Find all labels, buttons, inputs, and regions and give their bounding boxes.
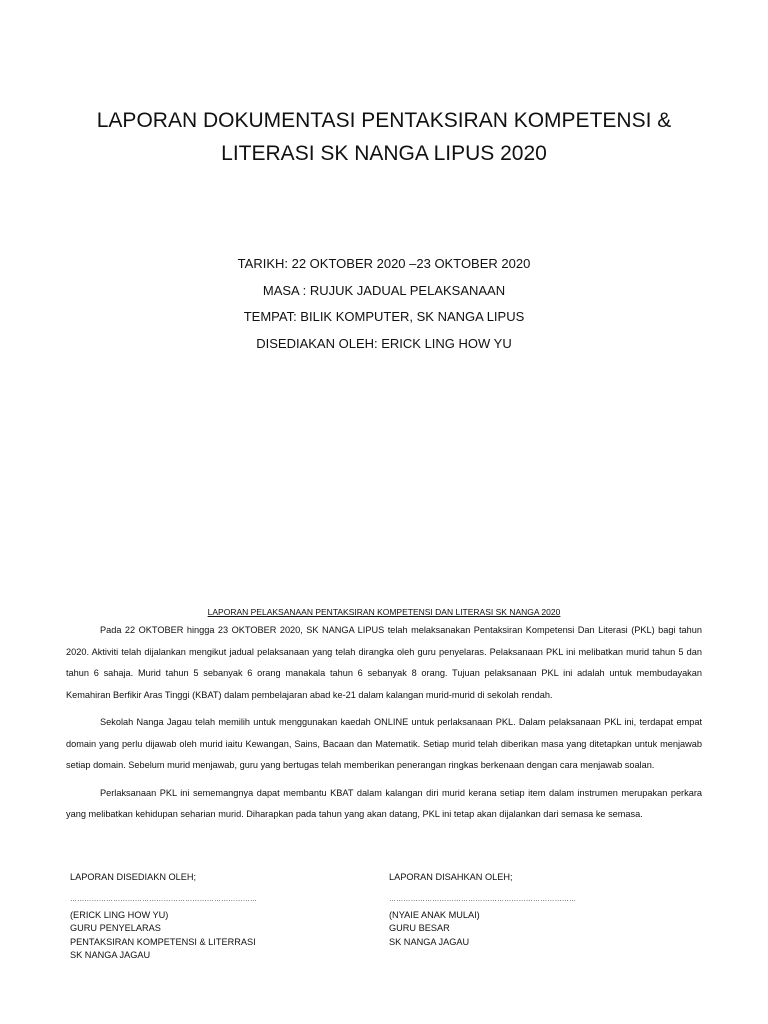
signatory-role: PENTAKSIRAN KOMPETENSI & LITERRASI (70, 936, 256, 947)
report-heading: LAPORAN PELAKSANAAN PENTAKSIRAN KOMPETENSI DAN LITERASI SK NANGA 2020 (207, 607, 561, 617)
document-title (60, 104, 708, 170)
report-paragraph-2: Sekolah Nanga Jagau telah memilih untuk menggunakan kaedah ONLINE untuk perlaksanaan PKL. Dalam pelaksanaan PKL ini, terdapat empat domain yang perlu dijawab oleh murid iaitu Kewangan, Sains, Bacaan dan Matematik. Setiap murid telah diberikan masa yang ditetapkan untuk menjawab setiap domain. Sebelum murid menjawab, guru yang bertugas telah memberikan penerangan ringkas berkenaan dengan cara menjawab soalan. (66, 717, 702, 770)
signatory-name: (NYAIE ANAK MULAI) (389, 909, 480, 920)
signatory-position: GURU PENYELARAS (70, 923, 161, 933)
report-section (66, 606, 702, 826)
signature-label: LAPORAN DISAHKAN OLEH; (389, 872, 513, 882)
report-paragraph-3: Perlaksanaan PKL ini sememangnya dapat membantu KBAT dalam kalangan diri murid kerana setiap item dalam instrumen merupakan perkara yang melibatkan kehidupan seharian murid. Diharapkan pada tahun yang akan datang, PKL ini tetap akan dijalankan dari semasa ke semasa. (66, 787, 702, 819)
document-title-line-1: LAPORAN DOKUMENTASI PENTAKSIRAN KOMPETENSI & (96, 109, 672, 132)
signature-line: …………………………………………………………………… (70, 895, 258, 903)
signature-approved-by (389, 871, 669, 949)
document-title-line-2: LITERASI SK NANGA LIPUS 2020 (221, 142, 547, 165)
signatory-name: (ERICK LING HOW YU) (70, 909, 169, 920)
meta-time: MASA : RUJUK JADUAL PELAKSANAAN (262, 282, 506, 298)
signature-line: …………………………………………………………………… (389, 895, 577, 903)
meta-prepared-by: DISEDIAKAN OLEH: ERICK LING HOW YU (256, 335, 512, 351)
report-paragraph-1: Pada 22 OKTOBER hingga 23 OKTOBER 2020, SK NANGA LIPUS telah melaksanakan Pentaksiran Kompetensi Dan Literasi (PKL) bagi tahun 2020. Aktiviti telah dijalankan mengikut jadual pelaksanaan yang telah dirangka oleh guru penyelaras. Pelaksanaan PKL ini melibatkan murid tahun 5 dan tahun 6 sahaja. Murid tahun 5 sebanyak 6 orang manakala tahun 6 sebanyak 8 orang. Tujuan pelaksanaan PKL ini adalah untuk membudayakan Kemahiran Berfikir Aras Tinggi (KBAT) dalam pembelajaran abad ke-21 dalam kalangan murid-murid di sekolah rendah. (66, 625, 702, 700)
signature-label: LAPORAN DISEDIAKN OLEH; (70, 872, 197, 882)
meta-date: TARIKH: 22 OKTOBER 2020 –23 OKTOBER 2020 (237, 256, 531, 271)
meta-place: TEMPAT: BILIK KOMPUTER, SK NANGA LIPUS (243, 309, 525, 324)
document-meta-list (0, 256, 768, 362)
signatory-school: SK NANGA JAGAU (70, 950, 151, 960)
signatory-school: SK NANGA JAGAU (389, 936, 470, 947)
signature-prepared-by (70, 871, 350, 963)
signatory-position: GURU BESAR (389, 923, 450, 933)
